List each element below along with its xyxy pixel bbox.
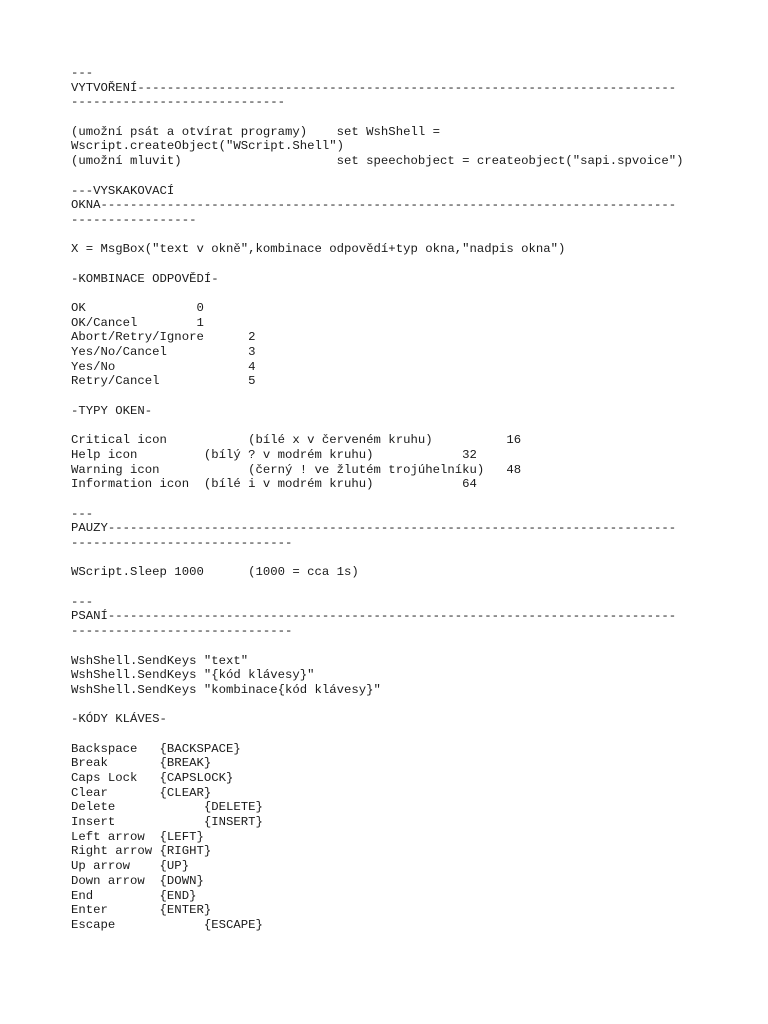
document-line [71,580,751,595]
document-line: Escape {ESCAPE} [71,917,263,932]
document-line [71,169,751,184]
document-line: Information icon (bílé i v modrém kruhu) 64 [71,477,477,492]
document-line [71,727,751,742]
document-line: --- [71,66,94,80]
document-line: (umožní mluvit) set speechobject = createobject("sapi.spvoice") [71,154,684,169]
document-line: Up arrow {UP} [71,859,190,874]
document-line: -KOMBINACE ODPOVĚDÍ- [71,271,219,286]
document-line [71,110,751,125]
document-line: -KÓDY KLÁVES- [71,712,167,727]
document-line: Critical icon (bílé x v červeném kruhu) 16 [71,433,522,448]
document-line: (umožní psát a otvírat programy) set WshShell = [71,124,440,139]
document-line: Caps Lock {CAPSLOCK} [71,771,234,785]
document-line: Wscript.createObject("WScript.Shell") [71,139,345,154]
document-line: OK/Cancel 1 [71,315,204,330]
document-line: X = MsgBox("text v okně",kombinace odpovědí+typ okna,"nadpis okna") [71,242,566,257]
document-line: End {END} [71,888,197,903]
document-line [71,286,751,301]
document-line: OK 0 [71,301,204,315]
document-line: WshShell.SendKeys "kombinace{kód klávesy}" [71,682,381,697]
document-line: Abort/Retry/Ignore 2 [71,330,256,345]
document-line: ------------------------------ [71,536,293,550]
document-line [71,389,751,404]
document-line: Delete {DELETE} [71,800,263,815]
document-line: PSANÍ----------------------------------------------------------------------------- [71,609,677,624]
document-line: Enter {ENTER} [71,903,212,918]
document-line: ---VYSKAKOVACÍ [71,183,175,198]
document-line: Yes/No/Cancel 3 [71,345,256,360]
document-line: Warning icon (černý ! ve žlutém trojúhelníku) 48 [71,462,522,477]
document-line: WshShell.SendKeys "{kód klávesy}" [71,668,315,683]
document-line: VYTVOŘENÍ------------------------------------------------------------------------- [71,80,677,95]
document-line [71,639,751,654]
document-body [71,66,751,933]
document-line: ----------------- [71,212,197,227]
document-line: Yes/No 4 [71,359,256,374]
document-line [71,492,751,507]
document-line: OKNA------------------------------------------------------------------------------ [71,198,677,213]
document-line: Right arrow {RIGHT} [71,844,212,859]
document-line: Help icon (bílý ? v modrém kruhu) 32 [71,447,477,462]
document-line: WshShell.SendKeys "text" [71,653,249,668]
document-line: Down arrow {DOWN} [71,873,204,888]
document-line: Retry/Cancel 5 [71,374,256,389]
document-line [71,419,751,434]
document-line [71,228,751,243]
document-line: --- [71,506,94,521]
document-line [71,257,751,272]
document-line: Left arrow {LEFT} [71,829,204,844]
document-line: Insert {INSERT} [71,815,263,830]
document-line: Clear {CLEAR} [71,785,212,800]
document-line: --- [71,594,94,609]
document-line: PAUZY----------------------------------------------------------------------------- [71,521,677,536]
document-line [71,698,751,713]
document-line: -TYPY OKEN- [71,403,153,418]
document-line: ----------------------------- [71,95,286,110]
document-line: Break {BREAK} [71,756,212,771]
document-line: ------------------------------ [71,624,293,639]
document-line: Backspace {BACKSPACE} [71,741,241,756]
document-line: WScript.Sleep 1000 (1000 = cca 1s) [71,565,359,580]
document-line [71,551,751,566]
